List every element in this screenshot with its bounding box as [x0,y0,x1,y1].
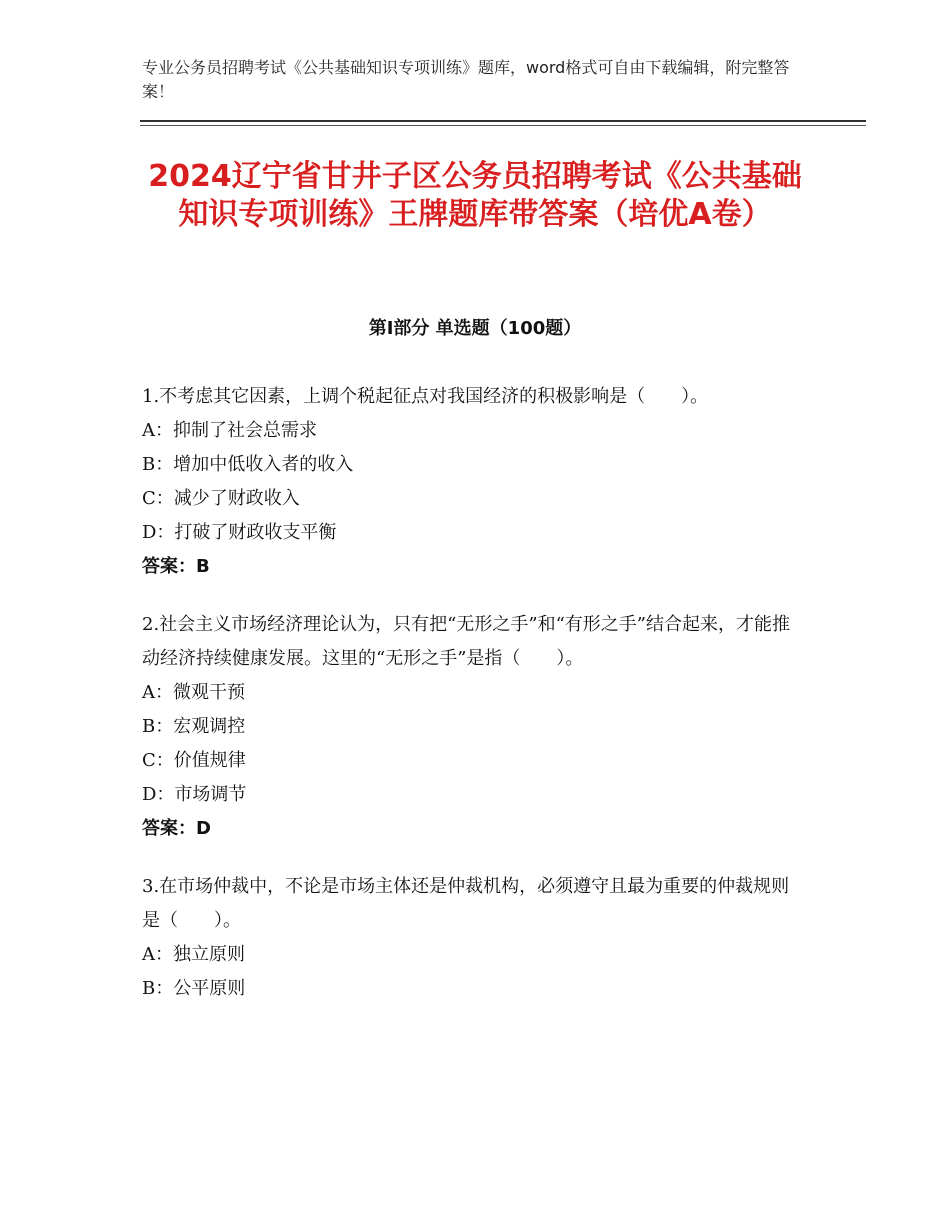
question-stem: 1.不考虑其它因素，上调个税起征点对我国经济的积极影响是（ ）。 [142,386,709,407]
answer: 答案：B [142,556,210,577]
option-b: B：宏观调控 [142,716,246,737]
option-a: A：抑制了社会总需求 [142,420,317,441]
question-stem: 3.在市场仲裁中，不论是市场主体还是仲裁机构，必须遵守且最为重要的仲裁规则是（ ）。 [142,876,790,931]
header-note: 专业公务员招聘考试《公共基础知识专项训练》题库，word格式可自由下载编辑，附完整答案！ [142,58,790,101]
question-list [142,380,807,1030]
header-rule-thick [140,120,866,122]
option-b: B：公平原则 [142,978,246,999]
header-rule-thin [140,125,866,126]
option-a: A：微观干预 [142,682,245,703]
question-3 [142,870,807,1006]
part-heading: 第Ⅰ部分 单选题（100题） [368,318,582,339]
question-stem: 2.社会主义市场经济理论认为，只有把“无形之手”和“有形之手”结合起来，才能推动经济持续健康发展。这里的“无形之手”是指（ ）。 [142,614,790,669]
answer: 答案：D [142,818,211,839]
option-a: A：独立原则 [142,944,245,965]
question-2 [142,608,807,846]
option-c: C：减少了财政收入 [142,488,300,509]
question-1 [142,380,807,584]
option-b: B：增加中低收入者的收入 [142,454,354,475]
option-d: D：市场调节 [142,784,247,805]
option-c: C：价值规律 [142,750,246,771]
document-title: 2024辽宁省甘井子区公务员招聘考试《公共基础知识专项训练》王牌题库带答案（培优A卷） [148,159,802,232]
option-d: D：打破了财政收支平衡 [142,522,337,543]
